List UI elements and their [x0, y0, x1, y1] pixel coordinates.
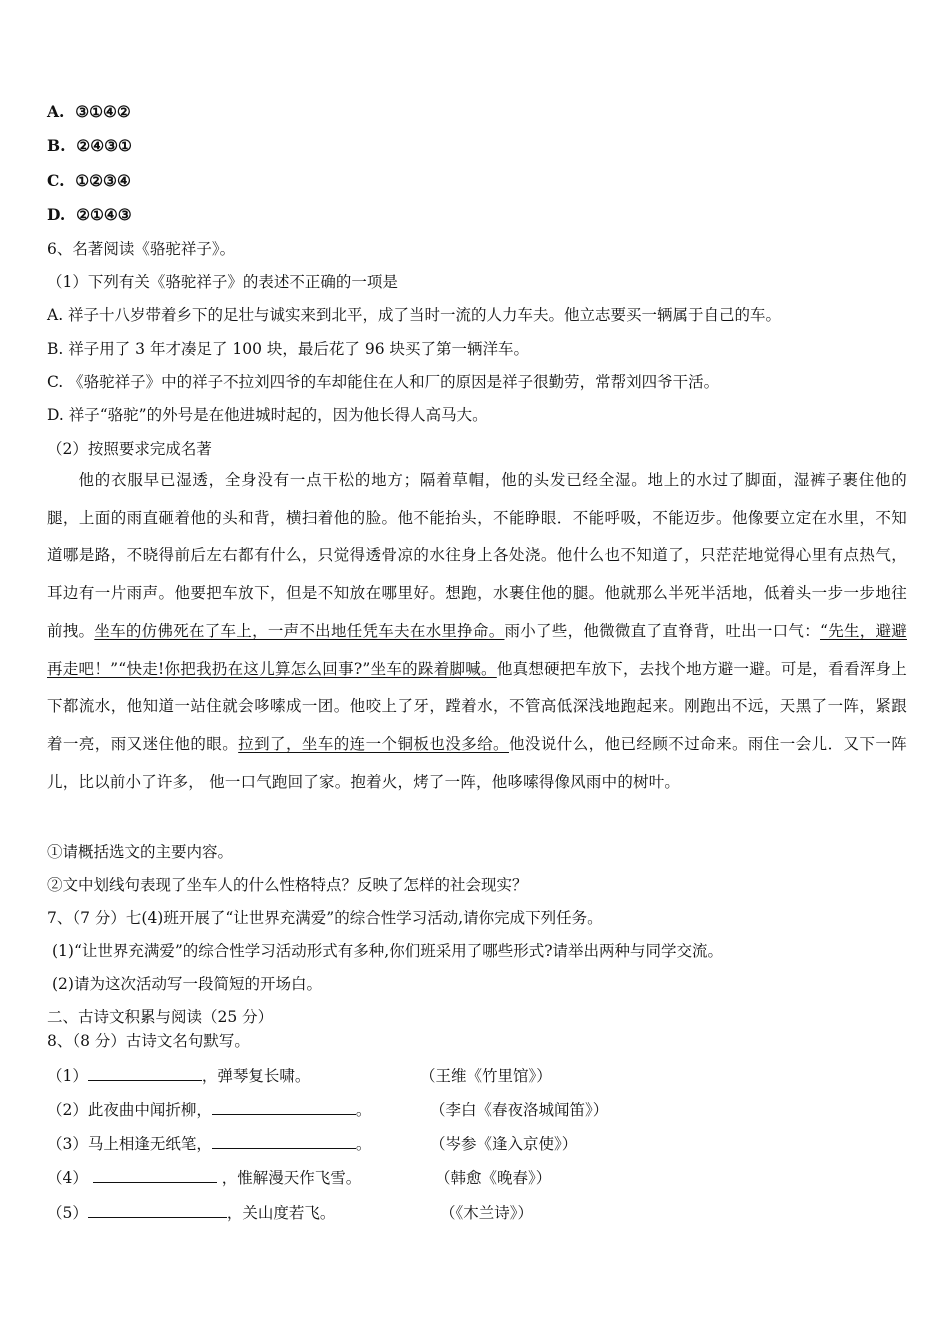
passage-text-3: 他真想硬把车放下，去找个地方避一避。可是，看看浑身上下都流水，他知道一站住就会哆嗦成一团。他咬上了牙，蹚着水，不管高低深浅地跑起来。刚跑出不远，天黑了一阵，紧跟着一亮，雨又迷住他的眼。	[47, 659, 907, 753]
option-d: D. ②①④③	[47, 205, 132, 224]
q6-choice-a: A. 祥子十八岁带着乡下的足壮与诚实来到北平，成了当时一流的人力车夫。他立志要买一辆属于自己的车。	[47, 306, 782, 324]
q7-title: 7、（7 分）七(4)班开展了“让世界充满爱”的综合性学习活动,请你完成下列任务。	[47, 909, 603, 927]
q8-item-2: （2）此夜曲中闻折柳， 。 （李白《春夜洛城闻笛》）	[47, 1101, 609, 1119]
q8-item-5: （5） ，关山度若飞。 （《木兰诗》）	[47, 1204, 534, 1222]
answer-blank[interactable]	[212, 1134, 356, 1149]
section-2-title: 二、古诗文积累与阅读（25 分）	[47, 1008, 274, 1026]
answer-blank[interactable]	[93, 1168, 217, 1183]
underlined-sentence-3: 拉到了，坐车的连一个铜板也没多给。	[238, 734, 509, 753]
passage-text-2: 雨小了些，他微微直了直脊背，吐出一口气：	[504, 621, 820, 640]
q6-choice-b: B. 祥子用了 3 年才凑足了 100 块，最后花了 96 块买了第一辆洋车。	[47, 340, 529, 358]
q7-sub1: (1)“让世界充满爱”的综合性学习活动形式有多种,你们班采用了哪些形式?请举出两种与同学交流。	[52, 942, 724, 960]
answer-blank[interactable]	[88, 1066, 202, 1081]
q8-source-2: （李白《春夜洛城闻笛》）	[430, 1101, 609, 1119]
q8-item-4: （4） ，惟解漫天作飞雪。 （韩愈《晚春》）	[47, 1169, 552, 1187]
reading-passage	[47, 462, 907, 801]
answer-blank[interactable]	[212, 1100, 356, 1115]
passage-text-1: 他的衣服早已湿透，全身没有一点干松的地方；隔着草帽，他的头发已经全湿。地上的水过了脚面，湿裤子裹住他的腿，上面的雨直砸着他的头和背，横扫着他的脸。他不能抬头，不能睁眼．不能呼吸，不能迈步。他像要立定在水里，不知道哪是路，不晓得前后左右都有什么，只觉得透骨凉的水往身上各处浇。他什么也不知道了，只茫茫地觉得心里有点热气，耳边有一片雨声。他要把车放下，但是不知放在哪里好。想跑，水裹住他的腿。他就那么半死半活地，低着头一步一步地往前拽。	[47, 471, 907, 640]
q8-item-1: （1） ，弹琴复长啸。 （王维《竹里馆》）	[47, 1067, 552, 1085]
q8-source-4: （韩愈《晚春》）	[435, 1169, 552, 1187]
q8-source-3: （岑参《逢入京使》）	[430, 1135, 578, 1153]
q6-sub1: （1）下列有关《骆驼祥子》的表述不正确的一项是	[47, 273, 398, 291]
q8-source-1: （王维《竹里馆》）	[420, 1067, 552, 1085]
q6-choice-c: C. 《骆驼祥子》中的祥子不拉刘四爷的车却能住在人和厂的原因是祥子很勤劳，常帮刘四爷干活。	[47, 373, 720, 391]
q6-question-2: ②文中划线句表现了坐车人的什么性格特点？反映了怎样的社会现实？	[47, 876, 528, 894]
q6-sub2: （2）按照要求完成名著	[47, 440, 212, 458]
q8-item-3: （3）马上相逢无纸笔， 。 （岑参《逢入京使》）	[47, 1135, 578, 1153]
q6-question-1: ①请概括选文的主要内容。	[47, 843, 234, 861]
option-a: A. ③①④②	[47, 102, 131, 121]
passage-text-4: 他没说什么，他已经顾不过命来。雨住一会儿．又下一阵儿，比以前小了许多， 他一口气跑回了家。抱着火，烤了一阵，他哆嗦得像风雨中的树叶。	[47, 734, 907, 791]
q7-sub2: (2)请为这次活动写一段简短的开场白。	[52, 975, 322, 993]
option-c: C. ①②③④	[47, 171, 131, 190]
answer-blank[interactable]	[88, 1203, 227, 1218]
q8-title: 8、（8 分）古诗文名句默写。	[47, 1032, 250, 1050]
q6-choice-d: D. 祥子“骆驼”的外号是在他进城时起的，因为他长得人高马大。	[47, 406, 488, 424]
q6-title: 6、名著阅读《骆驼祥子》。	[47, 240, 236, 258]
underlined-sentence-1: 坐车的仿佛死在了车上，一声不出地任凭车夫在水里挣命。	[94, 621, 505, 640]
q8-source-5: （《木兰诗》）	[440, 1204, 534, 1222]
underlined-sentence-2: “先生，避避再走吧！”“快走!你把我扔在这儿算怎么回事?”坐车的跺着脚喊。	[47, 621, 907, 678]
option-b: B. ②④③①	[47, 136, 132, 155]
